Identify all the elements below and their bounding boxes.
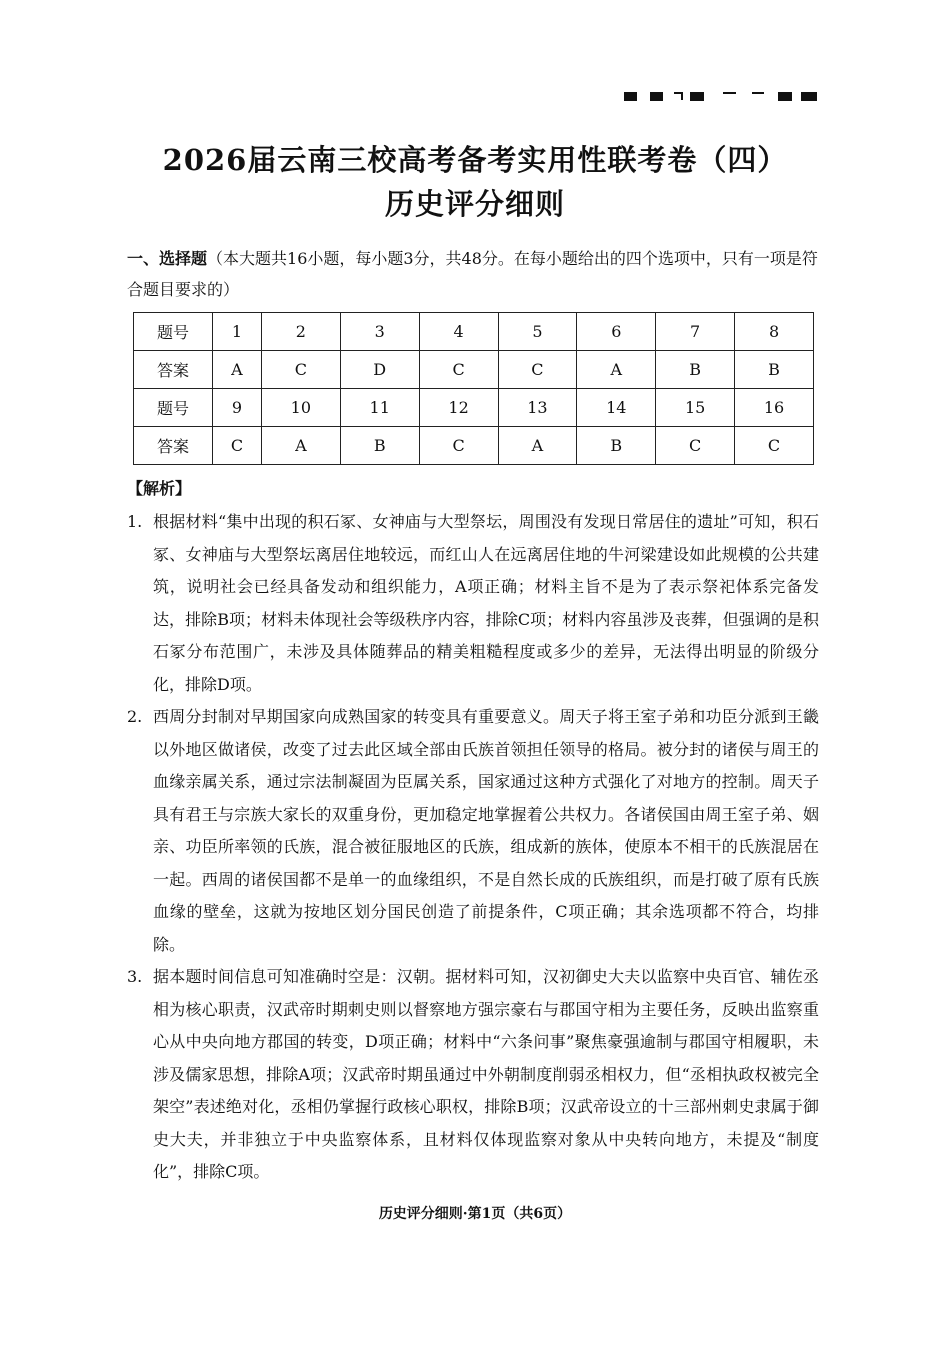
analysis-item-number: 1. <box>127 512 143 531</box>
answer-cell: C <box>213 427 262 465</box>
analysis-item-text: 西周分封制对早期国家向成熟国家的转变具有重要意义。周天子将王室子弟和功臣分派到王畿以外地区做诸侯，改变了过去此区域全部由氏族首领担任领导的格局。被分封的诸侯与周王的血缘亲属关系，通过宗法制凝固为臣属关系，国家通过这种方式强化了对地方的控制。周天子具有君王与宗族大家长的双重身份，更加稳定地掌握着公共权力。各诸侯国由周王室子弟、姻亲、功臣所率领的氏族，混合被征服地区的氏族，组成新的族体，使原本不相干的氏族混居在一起。西周的诸侯国都不是单一的血缘组织，不是自然长成的氏族组织，而是打破了原有氏族血缘的壁垒，这就为按地区划分国民创造了前提条件，C项正确；其余选项都不符合，均排除。 <box>153 707 819 954</box>
answer-table-row <box>134 389 814 427</box>
answer-cell: 5 <box>498 313 577 351</box>
page-footer: 历史评分细则·第1页（共6页） <box>378 1206 572 1222</box>
answer-table-row <box>134 351 814 389</box>
section-heading <box>127 243 822 305</box>
answer-cell: 10 <box>261 389 340 427</box>
analysis-item <box>127 701 819 961</box>
answer-table-row <box>134 427 814 465</box>
answer-cell: C <box>656 427 735 465</box>
answer-cell: C <box>498 351 577 389</box>
answer-cell: A <box>261 427 340 465</box>
answer-cell: 12 <box>419 389 498 427</box>
answer-cell: C <box>261 351 340 389</box>
document-title: 2026届云南三校高考备考实用性联考卷（四） <box>162 143 788 177</box>
answer-cell: C <box>419 351 498 389</box>
answer-cell: 16 <box>735 389 814 427</box>
answer-cell: 11 <box>340 389 419 427</box>
analysis-list <box>127 506 819 1189</box>
analysis-label: 【解析】 <box>127 479 192 498</box>
answer-cell: A <box>577 351 656 389</box>
section-label: 一、选择题 <box>127 249 208 268</box>
answer-cell: 6 <box>577 313 656 351</box>
answer-cell: A <box>213 351 262 389</box>
answer-cell: 14 <box>577 389 656 427</box>
row-header: 题号 <box>134 389 213 427</box>
row-header: 答案 <box>134 427 213 465</box>
analysis-item <box>127 506 819 701</box>
answer-cell: B <box>340 427 419 465</box>
answer-cell: 4 <box>419 313 498 351</box>
answer-table <box>133 312 814 465</box>
answer-cell: 1 <box>213 313 262 351</box>
answer-cell: 9 <box>213 389 262 427</box>
answer-table-row <box>134 313 814 351</box>
answer-cell: D <box>340 351 419 389</box>
answer-cell: B <box>735 351 814 389</box>
answer-cell: 15 <box>656 389 735 427</box>
answer-cell: A <box>498 427 577 465</box>
row-header: 答案 <box>134 351 213 389</box>
analysis-item-text: 据本题时间信息可知准确时空是：汉朝。据材料可知，汉初御史大夫以监察中央百官、辅佐丞相为核心职责，汉武帝时期刺史则以督察地方强宗豪右与郡国守相为主要任务，反映出监察重心从中央向地方郡国的转变，D项正确；材料中“六条问事”聚焦豪强逾制与郡国守相履职，未涉及儒家思想，排除A项；汉武帝时期虽通过中外朝制度削弱丞相权力，但“丞相执政权被完全架空”表述绝对化，丞相仍掌握行政核心职权，排除B项；汉武帝设立的十三部州刺史隶属于御史大夫，并非独立于中央监察体系，且材料仅体现监察对象从中央转向地方，未提及“制度化”，排除C项。 <box>153 967 819 1181</box>
answer-cell: B <box>577 427 656 465</box>
document-subtitle: 历史评分细则 <box>384 187 565 221</box>
answer-cell: C <box>735 427 814 465</box>
section-instructions: （本大题共16小题，每小题3分，共48分。在每小题给出的四个选项中，只有一项是符合题目要求的） <box>127 249 818 299</box>
answer-cell: 13 <box>498 389 577 427</box>
analysis-item-text: 根据材料“集中出现的积石冢、女神庙与大型祭坛，周围没有发现日常居住的遗址”可知，积石冢、女神庙与大型祭坛离居住地较远，而红山人在远离居住地的牛河梁建设如此规模的公共建筑，说明社会已经具备发动和组织能力，A项正确；材料主旨不是为了表示祭祀体系完备发达，排除B项；材料未体现社会等级秩序内容，排除C项；材料内容虽涉及丧葬，但强调的是积石冢分布范围广，未涉及具体随葬品的精美粗糙程度或多少的差异，无法得出明显的阶级分化，排除D项。 <box>153 512 819 694</box>
answer-cell: 7 <box>656 313 735 351</box>
row-header: 题号 <box>134 313 213 351</box>
analysis-item <box>127 961 819 1189</box>
answer-cell: 8 <box>735 313 814 351</box>
answer-cell: C <box>419 427 498 465</box>
answer-cell: B <box>656 351 735 389</box>
answer-cell: 3 <box>340 313 419 351</box>
analysis-item-number: 2. <box>127 707 143 726</box>
answer-cell: 2 <box>261 313 340 351</box>
analysis-item-number: 3. <box>127 967 143 986</box>
